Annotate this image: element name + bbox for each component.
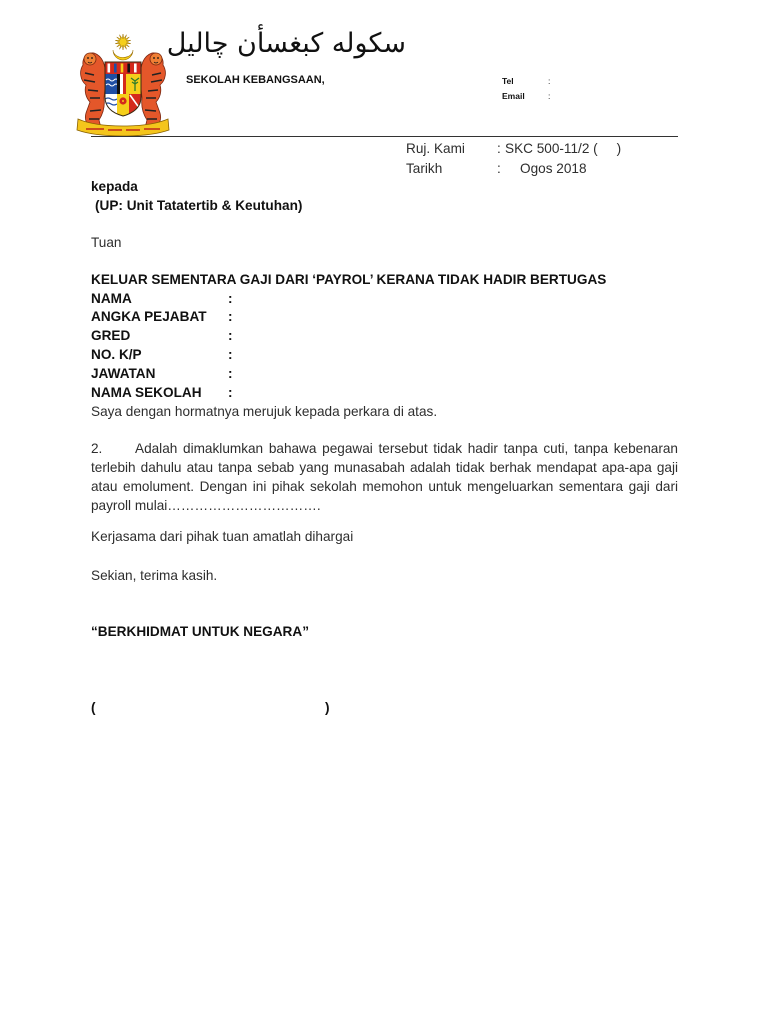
paragraph-number: 2. — [91, 440, 103, 456]
recipient-attention: (UP: Unit Tatatertib & Keutuhan) — [95, 197, 303, 213]
field-label-nama: NAMA — [91, 290, 132, 306]
ruj-kami-separator: : — [497, 140, 501, 156]
field-separator: : — [228, 347, 233, 363]
ruj-kami-value: SKC 500-11/2 ( ) — [505, 140, 622, 156]
signature-open-paren: ( — [91, 699, 96, 715]
field-label-nama-sekolah: NAMA SEKOLAH — [91, 385, 202, 400]
tel-separator: : — [548, 75, 551, 86]
school-name-jawi: سكوله كبغسأن چاليل — [166, 28, 406, 59]
salutation: Tuan — [91, 234, 122, 250]
opening-sentence: Saya dengan hormatnya merujuk kepada perkara di atas. — [91, 403, 438, 419]
field-separator: : — [228, 328, 233, 344]
field-separator: : — [228, 385, 233, 400]
email-label: Email — [502, 90, 525, 101]
left-tiger — [81, 53, 106, 128]
paragraph-line: terlebih dahulu atau tanpa sebab yang munasabah adalah tidak berhak mendapat apa-apa gaji — [91, 459, 678, 475]
tarikh-separator: : — [497, 160, 501, 176]
subject-heading: KELUAR SEMENTARA GAJI DARI ‘PAYROL’ KERANA TIDAK HADIR BERTUGAS — [91, 271, 607, 287]
tarikh-value: Ogos 2018 — [520, 160, 587, 176]
motto-line: “BERKHIDMAT UNTUK NEGARA” — [91, 623, 309, 639]
field-label-no-kp: NO. K/P — [91, 347, 142, 363]
paragraph-line: Adalah dimaklumkan bahawa pegawai tersebut tidak hadir tanpa cuti, tanpa kebenaran — [135, 440, 678, 456]
appreciation-line: Kerjasama dari pihak tuan amatlah dihargai — [91, 528, 354, 544]
field-separator: : — [228, 290, 233, 306]
right-tiger — [140, 53, 165, 128]
field-label-gred: GRED — [91, 328, 131, 344]
school-name: SEKOLAH KEBANGSAAN, — [186, 74, 325, 86]
email-separator: : — [548, 90, 551, 101]
field-label-jawatan: JAWATAN — [91, 366, 156, 382]
recipient-to: kepada — [91, 178, 138, 194]
header-divider — [91, 136, 678, 137]
signature-close-paren: ) — [325, 699, 330, 715]
star-icon — [115, 34, 131, 50]
tel-label: Tel — [502, 75, 514, 86]
paragraph-line: payroll mulai……………………………. — [91, 497, 321, 513]
field-label-angka-pejabat: ANGKA PEJABAT — [91, 309, 207, 325]
closing-line: Sekian, terima kasih. — [91, 567, 218, 583]
field-separator: : — [228, 366, 233, 382]
paragraph-line: atau emolument. Dengan ini pihak sekolah memohon untuk mengeluarkan sementara gaji dari — [91, 478, 678, 494]
ruj-kami-label: Ruj. Kami — [406, 140, 465, 156]
crescent-icon — [113, 50, 133, 60]
field-separator: : — [228, 309, 233, 325]
tarikh-label: Tarikh — [406, 160, 443, 176]
coat-of-arms-logo — [74, 33, 172, 137]
